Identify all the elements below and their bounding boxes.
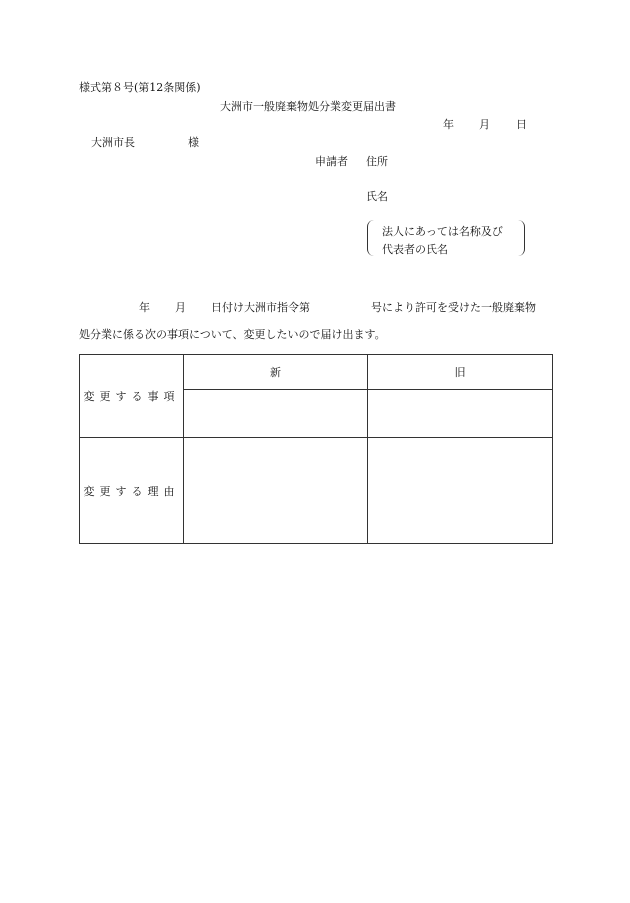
- date-month-label: 月: [479, 118, 490, 131]
- cell-items-old[interactable]: [368, 390, 553, 438]
- column-header-new: 新: [184, 355, 368, 390]
- addressee-honorific: 様: [188, 136, 199, 149]
- change-table: [79, 354, 553, 544]
- address-label: 住所: [366, 155, 388, 168]
- name-label: 氏名: [366, 190, 388, 203]
- row-label-items: 変更する事項: [80, 355, 184, 438]
- date-year-label: 年: [443, 118, 454, 131]
- applicant-label: 申請者: [315, 155, 348, 168]
- corporate-note-line2: 代表者の氏名: [382, 243, 448, 256]
- page-title: 大洲市一般廃棄物処分業変更届出書: [220, 100, 396, 113]
- body-year-label: 年: [139, 301, 150, 314]
- row-label-reason: 変更する理由: [80, 438, 184, 544]
- column-header-old: 旧: [368, 355, 553, 390]
- cell-items-new[interactable]: [184, 390, 368, 438]
- cell-reason-old[interactable]: [368, 438, 553, 544]
- body-line2: 処分業に係る次の事項について、変更したいので届け出ます。: [79, 328, 386, 341]
- body-month-label: 月: [175, 301, 186, 314]
- addressee-name: 大洲市長: [91, 136, 135, 149]
- cell-reason-new[interactable]: [184, 438, 368, 544]
- form-number: 様式第８号(第12条関係): [79, 81, 201, 94]
- body-line1-tail: 号により許可を受けた一般廃棄物: [371, 301, 536, 314]
- date-day-label: 日: [516, 118, 527, 131]
- corporate-note-line1: 法人にあっては名称及び: [382, 225, 503, 238]
- body-dated-permit: 日付け大洲市指令第: [211, 301, 310, 314]
